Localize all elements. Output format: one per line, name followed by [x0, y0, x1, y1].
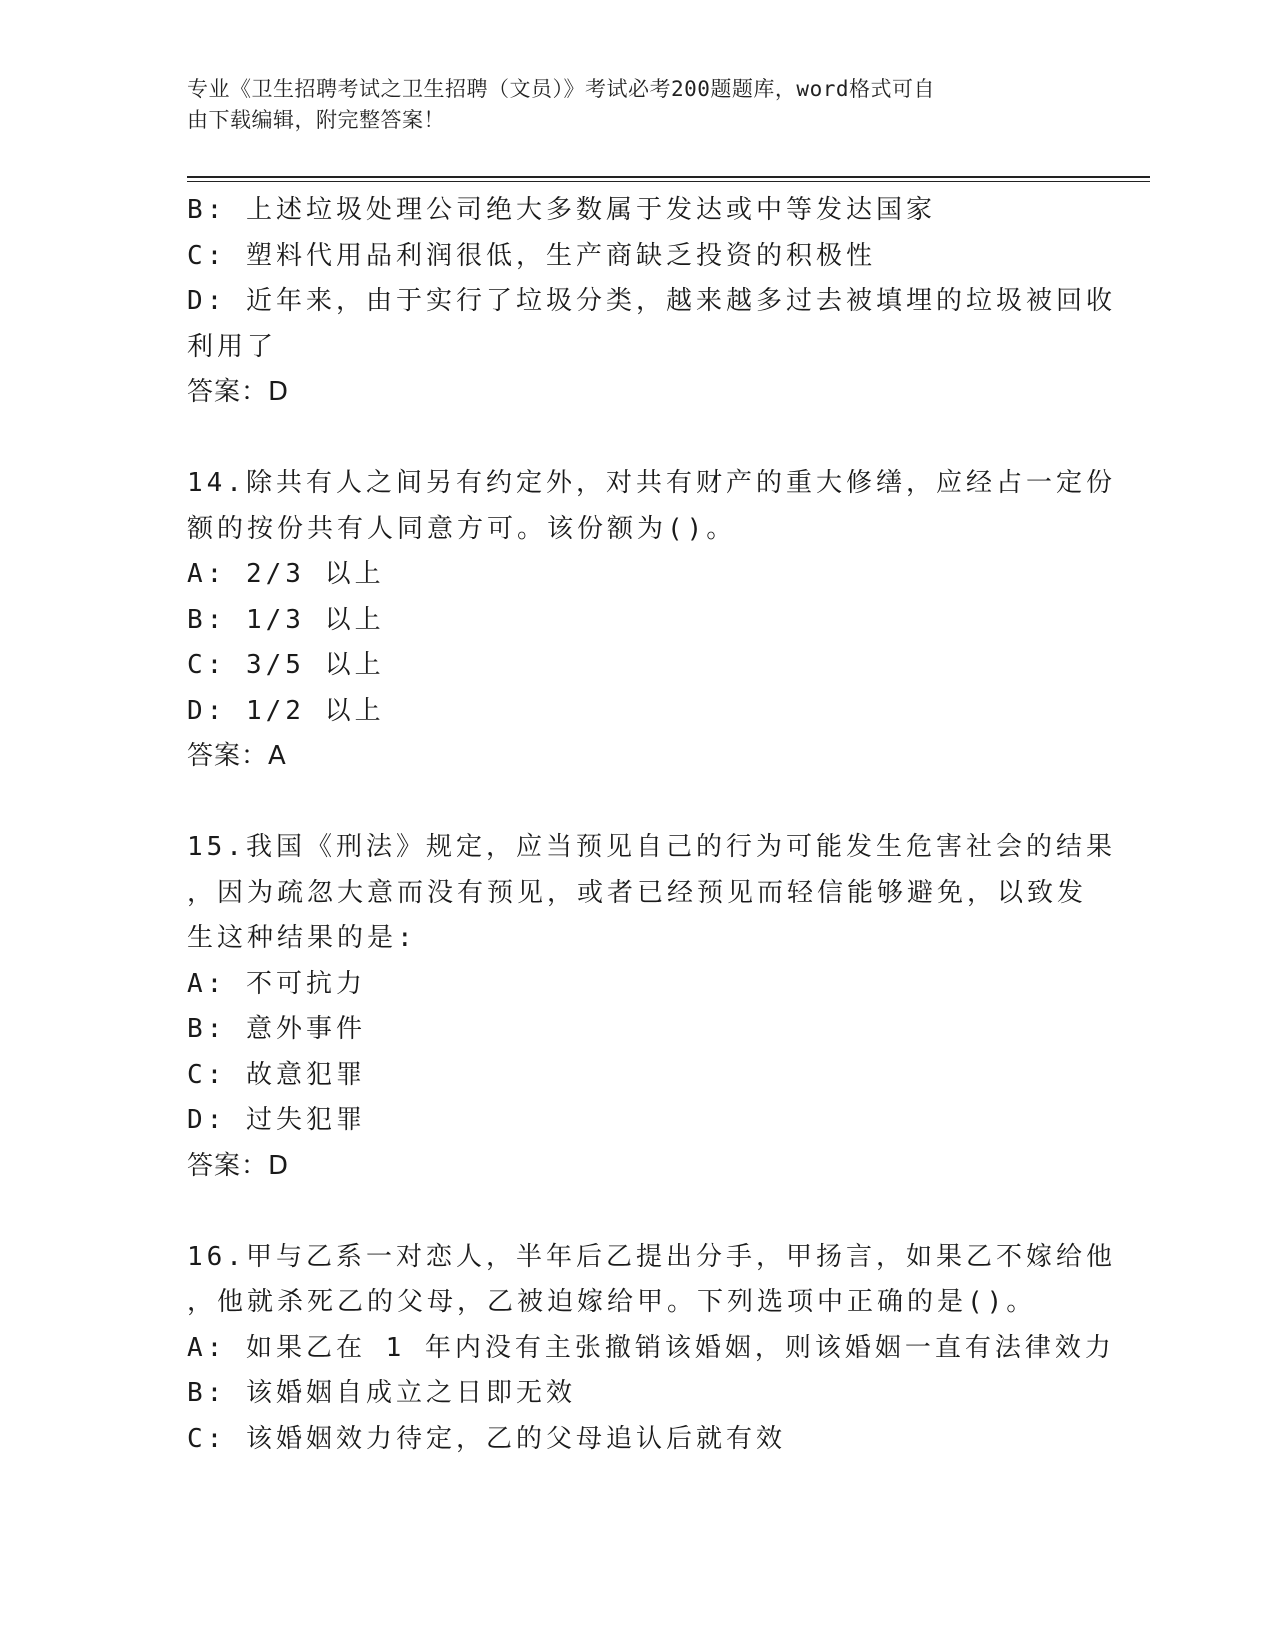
question-16 [187, 1235, 1116, 1463]
question-13-continued [187, 188, 1116, 416]
question-14 [187, 461, 1116, 780]
spacer [187, 780, 1087, 826]
option-b: B: 该婚姻自成立之日即无效 [187, 1378, 576, 1408]
question-list [187, 188, 1116, 1462]
answer-label: 答案：A [187, 741, 287, 771]
spacer [187, 1189, 1087, 1235]
question-stem-continued: ，因为疏忽大意而没有预见，或者已经预见而轻信能够避免，以致发 [187, 877, 1088, 908]
option-b: B: 上述垃圾处理公司绝大多数属于发达或中等发达国家 [187, 195, 936, 225]
question-15 [187, 825, 1116, 1189]
option-d: D: 过失犯罪 [187, 1105, 366, 1135]
header-line-2: 由下载编辑，附完整答案！ [187, 108, 445, 132]
option-a: A: 2/3 以上 [187, 559, 385, 589]
option-c: C: 3/5 以上 [187, 650, 385, 680]
question-stem-continued: 额的按份共有人同意方可。该份额为()。 [187, 513, 737, 544]
question-stem-continued: 生这种结果的是: [187, 923, 417, 953]
spacer [187, 416, 1087, 462]
option-d: D: 1/2 以上 [187, 695, 385, 726]
option-c: C: 该婚姻效力待定，乙的父母追认后就有效 [187, 1423, 786, 1454]
option-d-continued: 利用了 [187, 331, 278, 362]
header-divider-thin [187, 181, 1150, 182]
question-stem: 14.除共有人之间另有约定外，对共有财产的重大修缮，应经占一定份 [187, 468, 1116, 498]
question-stem-continued: ，他就杀死乙的父母，乙被迫嫁给甲。下列选项中正确的是()。 [187, 1287, 1037, 1317]
answer-label: 答案：D [187, 377, 290, 407]
document-header [187, 74, 1067, 136]
option-c: C: 故意犯罪 [187, 1059, 366, 1090]
header-line-1: 专业《卫生招聘考试之卫生招聘（文员）》考试必考200题题库，word格式可自 [187, 77, 935, 101]
header-divider-thick [187, 176, 1150, 178]
option-d: D: 近年来，由于实行了垃圾分类，越来越多过去被填埋的垃圾被回收 [187, 286, 1116, 316]
option-a: A: 不可抗力 [187, 968, 366, 999]
answer-label: 答案：D [187, 1150, 290, 1181]
option-a: A: 如果乙在 1 年内没有主张撤销该婚姻，则该婚姻一直有法律效力 [187, 1332, 1115, 1363]
option-b: B: 意外事件 [187, 1014, 366, 1044]
question-stem: 16.甲与乙系一对恋人，半年后乙提出分手，甲扬言，如果乙不嫁给他 [187, 1241, 1116, 1272]
option-c: C: 塑料代用品利润很低，生产商缺乏投资的积极性 [187, 240, 876, 271]
option-b: B: 1/3 以上 [187, 604, 385, 635]
question-stem: 15.我国《刑法》规定，应当预见自己的行为可能发生危害社会的结果 [187, 832, 1116, 862]
